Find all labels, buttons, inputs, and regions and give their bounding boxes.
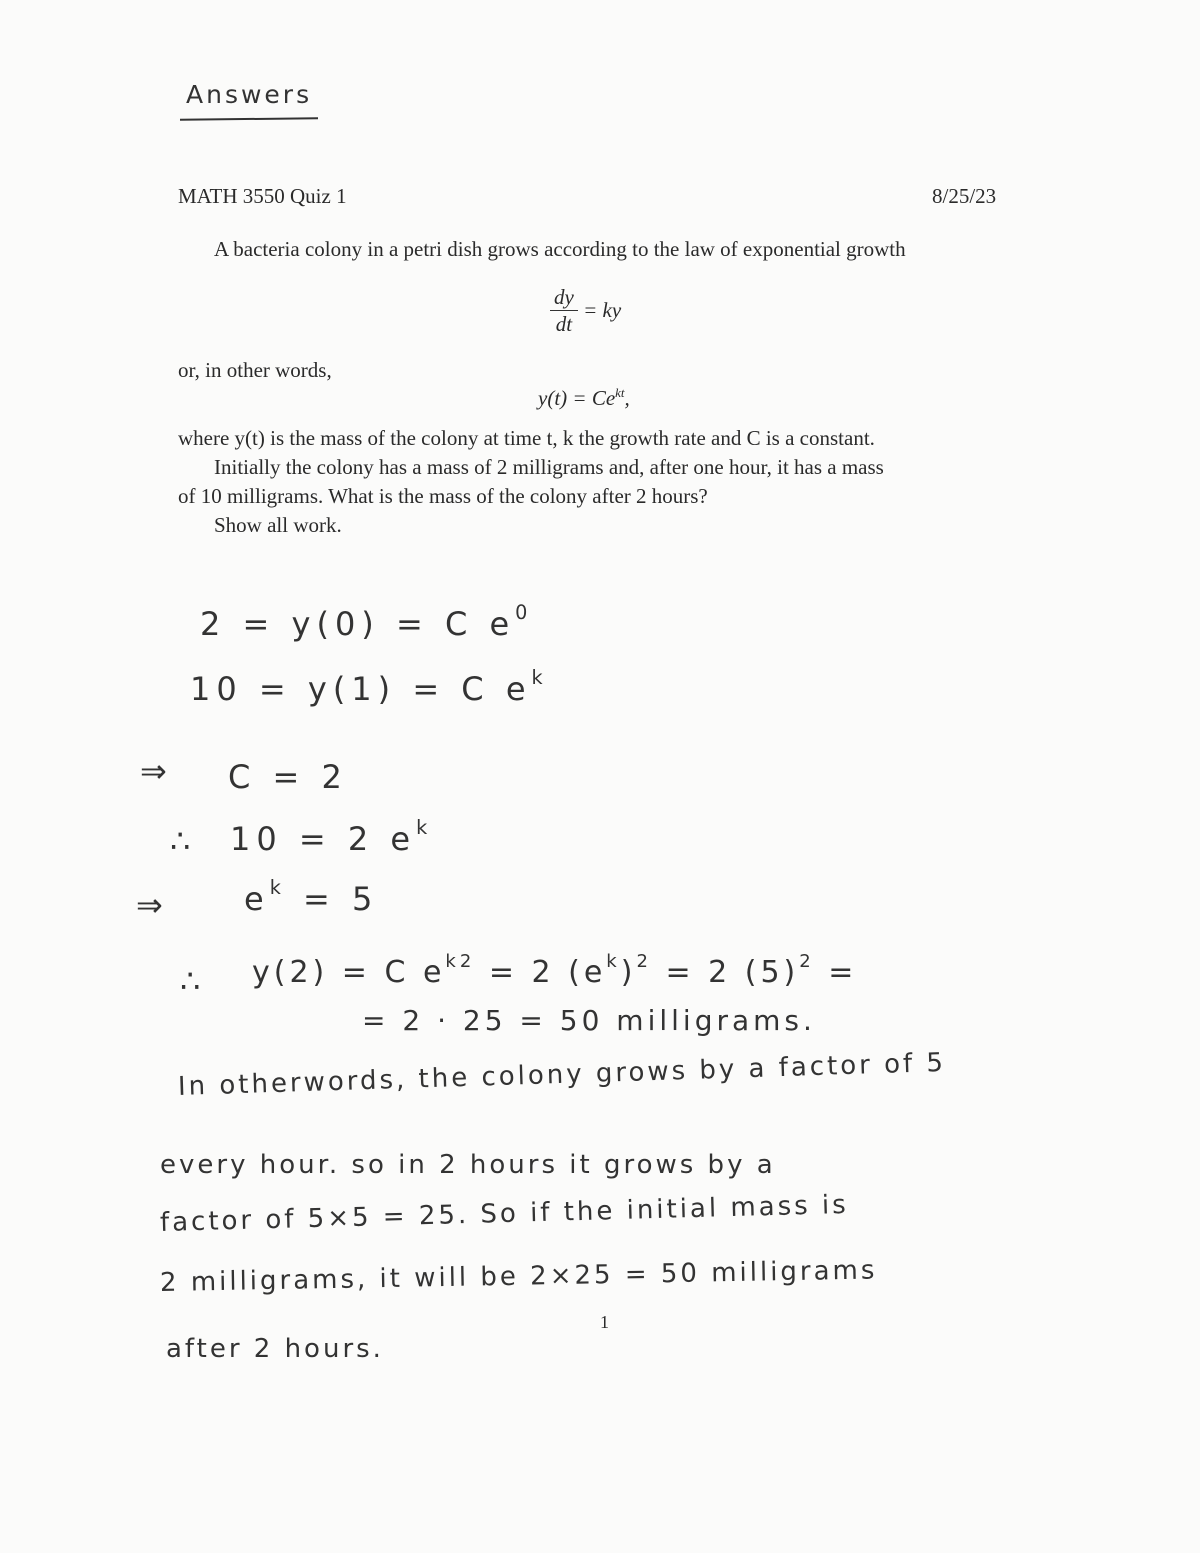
work-line-3: C = 2 <box>228 758 348 796</box>
work-line-1 <box>200 601 534 643</box>
work-line-4-exponent: k <box>416 816 434 840</box>
work-line-5-exponent: k <box>269 876 287 900</box>
problem-line-1: Initially the colony has a mass of 2 milligrams and, after one hour, it has a mass <box>214 455 884 479</box>
work-line-5 <box>244 876 379 918</box>
fraction-denominator: dt <box>555 312 573 336</box>
equation-rhs: = ky <box>583 298 622 322</box>
differential-equation <box>550 284 621 337</box>
solution-equation-comma: , <box>624 386 630 410</box>
page-number: 1 <box>600 1312 609 1332</box>
solution-equation-exponent: kt <box>615 385 625 400</box>
work-line-7: = 2 · 25 = 50 milligrams. <box>362 1004 816 1037</box>
instruction-text: Show all work. <box>214 513 342 537</box>
work-line-6-exp-c: 2 <box>636 951 652 972</box>
work-line-6-part-c: ) <box>620 955 637 990</box>
course-title: MATH 3550 Quiz 1 <box>178 184 347 208</box>
work-line-6-exp-b: k <box>606 951 621 972</box>
work-line-6-part-d: = 2 (5) <box>651 955 800 990</box>
explanation-line-5: after 2 hours. <box>166 1334 384 1364</box>
intro-text: A bacteria colony in a petri dish grows according to the law of exponential growth <box>214 237 906 261</box>
solution-equation <box>538 385 630 411</box>
work-line-4 <box>230 816 434 858</box>
work-line-1-exponent: 0 <box>515 601 534 625</box>
work-line-2 <box>190 666 549 708</box>
work-line-6 <box>252 951 858 990</box>
problem-line-2: of 10 milligrams. What is the mass of the colony after 2 hours? <box>178 484 708 508</box>
implies-arrow-1: ⇒ <box>140 752 173 790</box>
work-line-2-exponent: k <box>531 666 549 690</box>
work-line-6-part-a: y(2) = C e <box>252 955 446 990</box>
title-underline <box>180 117 318 120</box>
fraction-numerator: dy <box>550 284 578 311</box>
work-line-6-exp-a: k2 <box>445 951 476 972</box>
work-line-6-part-e: = <box>814 955 858 990</box>
where-text: where y(t) is the mass of the colony at time t, k the growth rate and C is a constant. <box>178 426 875 450</box>
explanation-line-1: In otherwords, the colony grows by a factor of 5 <box>177 1047 947 1102</box>
work-line-6-part-b: = 2 (e <box>475 955 607 990</box>
work-line-4-text: 10 = 2 e <box>230 820 417 858</box>
in-other-words-text: or, in other words, <box>178 358 332 382</box>
quiz-date: 8/25/23 <box>932 184 997 208</box>
work-line-2-text: 10 = y(1) = C e <box>190 670 532 708</box>
explanation-line-4: 2 milligrams, it will be 2×25 = 50 milligrams <box>159 1255 878 1298</box>
explanation-line-2: every hour. so in 2 hours it grows by a <box>160 1150 776 1180</box>
explanation-line-3: factor of 5×5 = 25. So if the initial mass is <box>159 1189 850 1238</box>
therefore-symbol-1: ∴ <box>170 822 197 860</box>
work-line-6-exp-d: 2 <box>799 951 815 972</box>
work-line-1-text: 2 = y(0) = C e <box>200 605 516 643</box>
work-line-5-rest: = 5 <box>286 880 379 918</box>
therefore-symbol-2: ∴ <box>180 962 207 1000</box>
handwritten-title: Answers <box>186 80 313 109</box>
fraction-dy-dt <box>550 284 578 337</box>
implies-arrow-2: ⇒ <box>136 886 169 924</box>
solution-equation-base: y(t) = Ce <box>538 386 616 410</box>
work-line-5-base: e <box>244 880 270 918</box>
